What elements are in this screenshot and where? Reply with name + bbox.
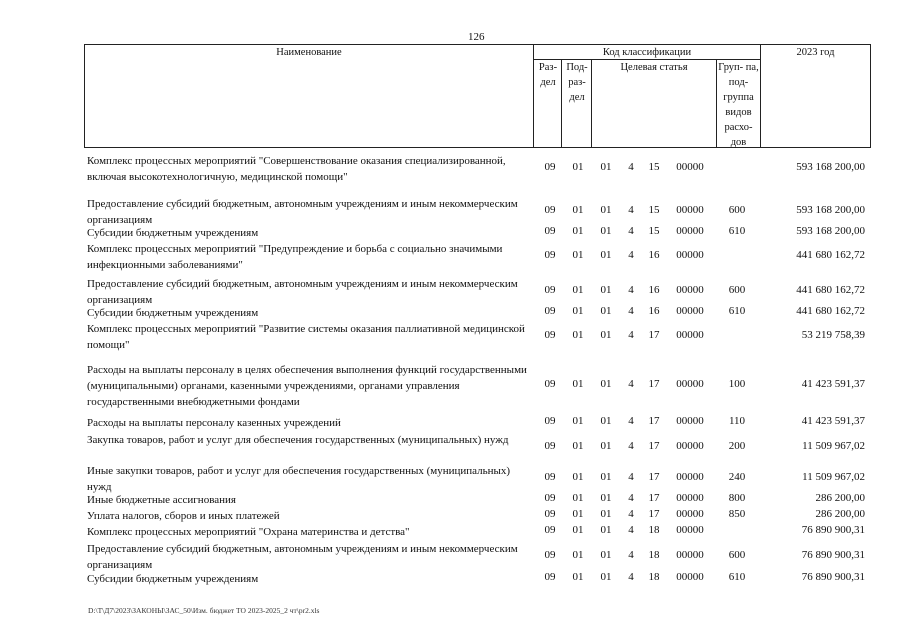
row-code-r: 09 <box>544 284 556 296</box>
row-code-t3: 18 <box>648 549 660 561</box>
row-code-t3: 15 <box>648 225 660 237</box>
row-name: Предоставление субсидий бюджетным, автономным учреждениям и иным некоммерческим организациям <box>87 543 518 571</box>
row-code-t2: 4 <box>628 225 634 237</box>
header-podrazdel-label: Под- раз- дел <box>566 62 588 103</box>
row-amount: 76 890 900,31 <box>801 549 865 561</box>
row-code-t2: 4 <box>628 471 634 483</box>
row-code-p: 01 <box>572 440 584 452</box>
row-amount: 11 509 967,02 <box>802 440 865 452</box>
row-name: Субсидии бюджетным учреждениям <box>87 573 259 585</box>
row-code-t1: 01 <box>600 571 612 583</box>
row-code-p: 01 <box>572 204 584 216</box>
row-code-t2: 4 <box>628 415 634 427</box>
row-amount: 441 680 162,72 <box>796 305 865 317</box>
table-row <box>84 153 871 185</box>
row-name: Комплекс процессных мероприятий "Развитие системы оказания паллиативной медицинской помощи" <box>87 323 525 351</box>
row-code-p: 01 <box>572 305 584 317</box>
row-amount: 11 509 967,02 <box>802 471 865 483</box>
row-name: Иные бюджетные ассигнования <box>87 494 236 506</box>
row-code-t3: 17 <box>648 329 660 341</box>
row-code-r: 09 <box>544 549 556 561</box>
row-code-r: 09 <box>544 571 556 583</box>
row-code-p: 01 <box>572 508 584 520</box>
table-row <box>84 508 871 524</box>
row-code-p: 01 <box>572 284 584 296</box>
row-code-t3: 17 <box>648 378 660 390</box>
row-code-g: 100 <box>728 378 746 390</box>
row-code-t4: 00000 <box>676 571 704 583</box>
row-amount: 41 423 591,37 <box>801 415 865 427</box>
row-code-r: 09 <box>544 440 556 452</box>
row-code-t1: 01 <box>600 524 612 536</box>
row-code-t3: 18 <box>648 524 660 536</box>
row-code-t3: 17 <box>648 508 660 520</box>
row-code-t4: 00000 <box>676 204 704 216</box>
row-code-t1: 01 <box>600 378 612 390</box>
row-code-p: 01 <box>572 415 584 427</box>
row-code-t4: 00000 <box>676 508 704 520</box>
row-code-t3: 17 <box>648 440 660 452</box>
row-code-p: 01 <box>572 549 584 561</box>
row-code-t2: 4 <box>628 440 634 452</box>
row-code-t4: 00000 <box>676 305 704 317</box>
row-code-t4: 00000 <box>676 415 704 427</box>
row-code-r: 09 <box>544 329 556 341</box>
row-code-r: 09 <box>544 249 556 261</box>
row-amount: 286 200,00 <box>815 492 865 504</box>
row-code-p: 01 <box>572 378 584 390</box>
row-code-g: 600 <box>728 204 746 216</box>
row-code-t4: 00000 <box>676 524 704 536</box>
row-name: Расходы на выплаты персоналу казенных учреждений <box>87 417 341 429</box>
row-code-t1: 01 <box>600 549 612 561</box>
row-code-g: 610 <box>728 305 746 317</box>
table-row <box>84 492 871 508</box>
table-row <box>84 571 871 587</box>
row-code-r: 09 <box>544 524 556 536</box>
header-code-label: Код классификации <box>602 47 692 58</box>
table-row <box>84 362 871 410</box>
row-code-t2: 4 <box>628 161 634 173</box>
row-code-t3: 16 <box>648 249 660 261</box>
row-code-t2: 4 <box>628 524 634 536</box>
row-code-t4: 00000 <box>676 161 704 173</box>
row-code-t2: 4 <box>628 549 634 561</box>
row-name: Комплекс процессных мероприятий "Охрана материнства и детства" <box>87 526 410 538</box>
row-code-p: 01 <box>572 571 584 583</box>
row-code-t1: 01 <box>600 284 612 296</box>
row-code-p: 01 <box>572 329 584 341</box>
table-row <box>84 196 871 228</box>
row-amount: 53 219 758,39 <box>801 329 865 341</box>
table-header <box>84 44 871 148</box>
row-code-p: 01 <box>572 524 584 536</box>
row-code-t1: 01 <box>600 415 612 427</box>
row-code-p: 01 <box>572 471 584 483</box>
row-code-g: 850 <box>728 508 746 520</box>
row-code-t3: 17 <box>648 492 660 504</box>
row-code-g: 200 <box>728 440 746 452</box>
row-name: Комплекс процессных мероприятий "Совершенствование оказания специализированной, включая высокотехнологичную, медицинской помощи" <box>87 155 506 183</box>
row-code-t4: 00000 <box>676 378 704 390</box>
row-amount: 286 200,00 <box>815 508 865 520</box>
row-name: Иные закупки товаров, работ и услуг для обеспечения государственных (муниципальных) нужд <box>87 465 511 493</box>
table-row <box>84 432 871 464</box>
row-code-t4: 00000 <box>676 329 704 341</box>
row-code-g: 110 <box>728 415 746 427</box>
row-code-t2: 4 <box>628 249 634 261</box>
row-code-t2: 4 <box>628 284 634 296</box>
row-code-t3: 17 <box>648 415 660 427</box>
row-code-r: 09 <box>544 471 556 483</box>
row-code-t2: 4 <box>628 571 634 583</box>
row-code-t3: 16 <box>648 284 660 296</box>
row-code-g: 600 <box>728 284 746 296</box>
row-code-g: 240 <box>728 471 746 483</box>
table-row <box>84 321 871 353</box>
row-code-g: 610 <box>728 571 746 583</box>
row-code-t3: 16 <box>648 305 660 317</box>
row-amount: 76 890 900,31 <box>801 571 865 583</box>
row-code-t4: 00000 <box>676 225 704 237</box>
row-amount: 41 423 591,37 <box>801 378 865 390</box>
row-amount: 441 680 162,72 <box>796 284 865 296</box>
row-code-t2: 4 <box>628 492 634 504</box>
table-row <box>84 305 871 321</box>
footer-file-path: D:\Т\Д7\2023\ЗАКОНЫ\ЗАС_50\Изм. бюджет ТО 2023-2025_2 чт\pr2.xls <box>88 606 320 615</box>
row-code-r: 09 <box>544 378 556 390</box>
row-code-r: 09 <box>544 161 556 173</box>
row-name: Расходы на выплаты персоналу в целях обеспечения выполнения функций государственными (муниципальными) органами, казенными учреждениями, органами управления государственными внебюджетными фондами <box>87 364 527 408</box>
row-amount: 441 680 162,72 <box>796 249 865 261</box>
row-code-g: 800 <box>728 492 746 504</box>
header-name-label: Наименование <box>276 47 342 58</box>
row-code-t4: 00000 <box>676 471 704 483</box>
row-code-t2: 4 <box>628 508 634 520</box>
row-name: Субсидии бюджетным учреждениям <box>87 307 259 319</box>
row-code-t1: 01 <box>600 492 612 504</box>
row-amount: 593 168 200,00 <box>796 161 865 173</box>
row-code-p: 01 <box>572 161 584 173</box>
row-code-r: 09 <box>544 492 556 504</box>
row-code-t3: 15 <box>648 204 660 216</box>
row-code-t1: 01 <box>600 508 612 520</box>
row-name: Уплата налогов, сборов и иных платежей <box>87 510 280 522</box>
row-code-t3: 15 <box>648 161 660 173</box>
row-code-t1: 01 <box>600 440 612 452</box>
row-code-t1: 01 <box>600 329 612 341</box>
table-row <box>84 541 871 573</box>
row-code-g: 610 <box>728 225 746 237</box>
header-razdel-label: Раз- дел <box>538 62 558 88</box>
row-code-t1: 01 <box>600 305 612 317</box>
row-code-t3: 18 <box>648 571 660 583</box>
row-code-t4: 00000 <box>676 549 704 561</box>
row-code-t4: 00000 <box>676 440 704 452</box>
row-code-r: 09 <box>544 305 556 317</box>
row-name: Предоставление субсидий бюджетным, автономным учреждениям и иным некоммерческим организациям <box>87 278 518 306</box>
row-code-r: 09 <box>544 225 556 237</box>
row-code-t1: 01 <box>600 204 612 216</box>
row-name: Комплекс процессных мероприятий "Предупреждение и борьба с социально значимыми инфекционными заболеваниями" <box>87 243 503 271</box>
table-row <box>84 225 871 241</box>
row-code-p: 01 <box>572 492 584 504</box>
row-code-r: 09 <box>544 508 556 520</box>
header-year-label: 2023 год <box>796 47 835 58</box>
row-code-t1: 01 <box>600 249 612 261</box>
header-target-label: Целевая статья <box>620 62 688 73</box>
page-number: 126 <box>468 31 485 43</box>
row-code-t2: 4 <box>628 204 634 216</box>
row-code-t1: 01 <box>600 161 612 173</box>
table-row <box>84 276 871 308</box>
row-name: Субсидии бюджетным учреждениям <box>87 227 259 239</box>
row-code-t2: 4 <box>628 378 634 390</box>
table-row <box>84 241 871 273</box>
row-code-t1: 01 <box>600 225 612 237</box>
row-code-t4: 00000 <box>676 249 704 261</box>
header-group-label: Груп- па, под- группа видов расхо- дов <box>718 62 759 148</box>
row-code-t3: 17 <box>648 471 660 483</box>
row-code-p: 01 <box>572 249 584 261</box>
row-code-t1: 01 <box>600 471 612 483</box>
row-amount: 76 890 900,31 <box>801 524 865 536</box>
row-name: Предоставление субсидий бюджетным, автономным учреждениям и иным некоммерческим организациям <box>87 198 518 226</box>
row-code-t4: 00000 <box>676 284 704 296</box>
row-code-p: 01 <box>572 225 584 237</box>
table-row <box>84 463 871 495</box>
row-name: Закупка товаров, работ и услуг для обеспечения государственных (муниципальных) нужд <box>87 434 509 446</box>
table-row <box>84 415 871 431</box>
row-amount: 593 168 200,00 <box>796 225 865 237</box>
row-amount: 593 168 200,00 <box>796 204 865 216</box>
row-code-t2: 4 <box>628 329 634 341</box>
table-row <box>84 524 871 540</box>
row-code-g: 600 <box>728 549 746 561</box>
row-code-r: 09 <box>544 204 556 216</box>
row-code-t2: 4 <box>628 305 634 317</box>
row-code-t4: 00000 <box>676 492 704 504</box>
row-code-r: 09 <box>544 415 556 427</box>
